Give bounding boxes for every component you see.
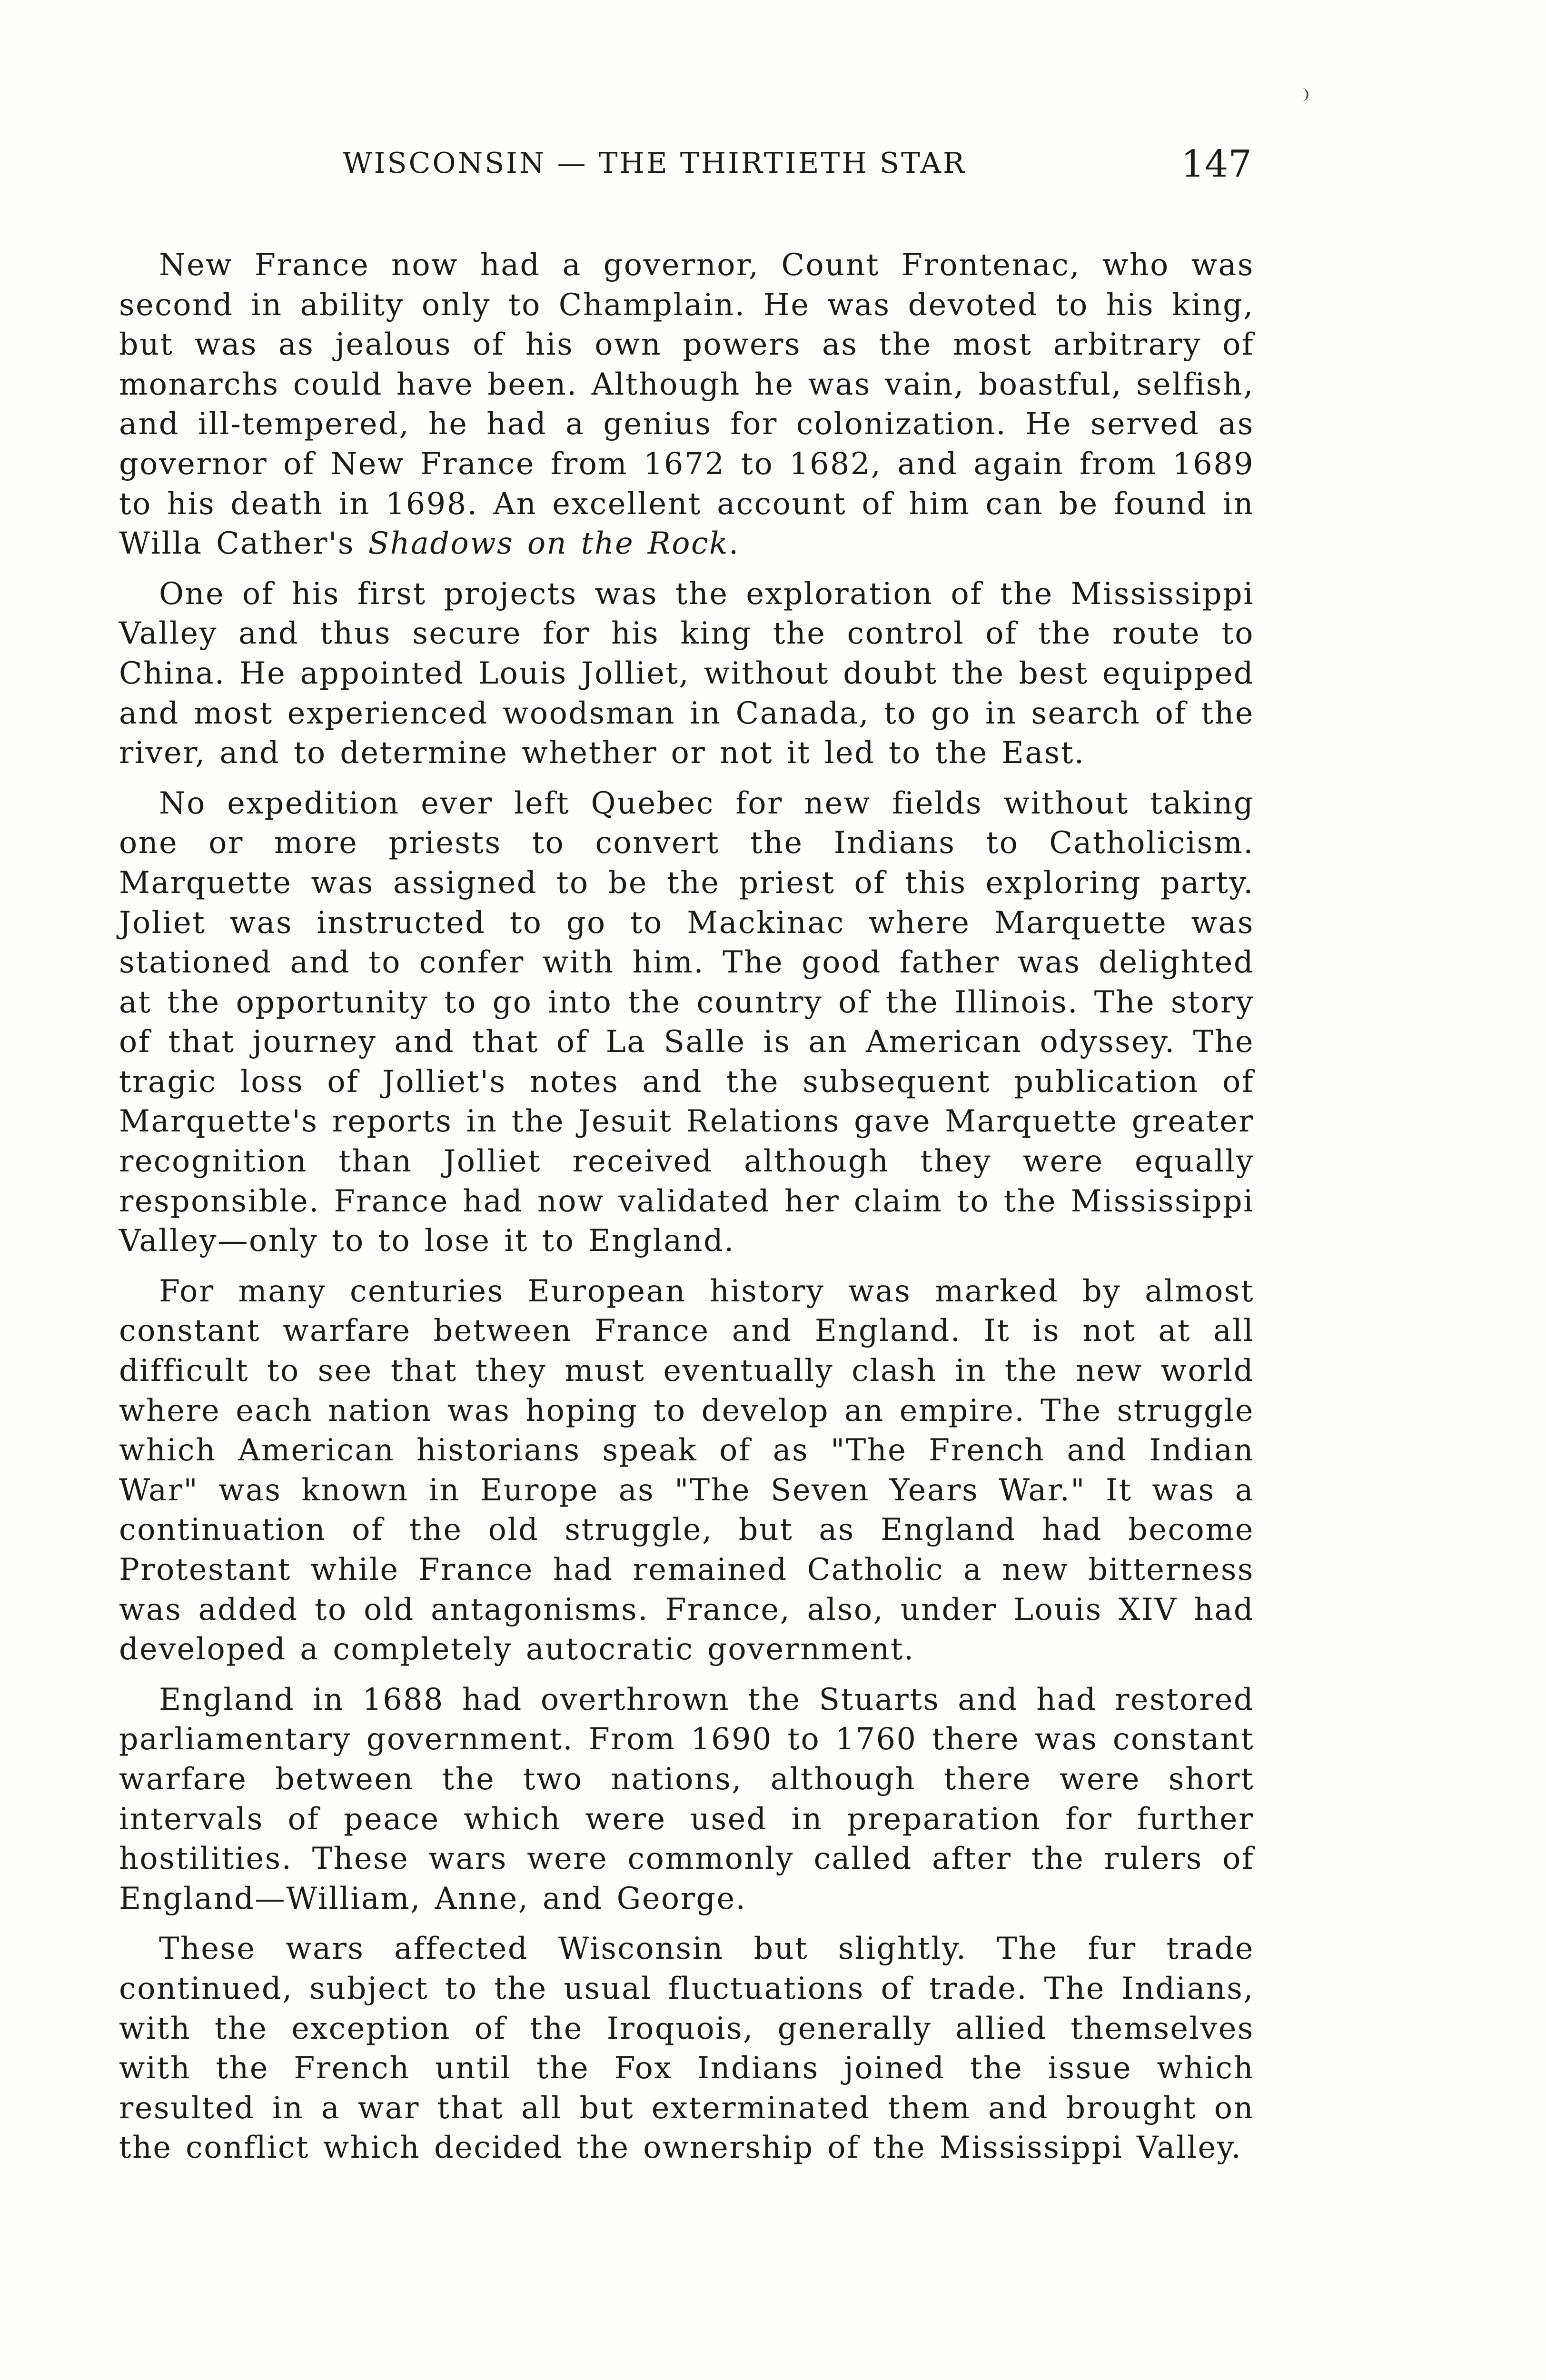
page-number: 147	[1181, 143, 1252, 186]
paragraph-text-end: .	[729, 526, 740, 561]
paragraph-england: England in 1688 had overthrown the Stuarts and had restored parliamentary government. From 1690 to 1760 there was constant warfare between the two nations, although there were short intervals of peace which were used in preparation for further hostilities. These wars were commonly called after the rulers of England—William, Anne, and George.	[119, 1681, 1254, 1916]
running-head	[119, 143, 1252, 194]
book-title-italic: Shadows on the Rock	[368, 526, 729, 561]
paragraph-wisconsin: These wars affected Wisconsin but slightly. The fur trade continued, subject to the usual fluctuations of trade. The Indians, with the exception of the Iroquois, generally allied themselves with the French until the Fox Indians joined the issue which resulted in a war that all but exterminated them and brought on the conflict which decided the ownership of the Mississippi Valley.	[119, 1931, 1254, 2165]
paragraph-exploration: One of his first projects was the exploration of the Mississippi Valley and thus secure for his king the control of the route to China. He appointed Louis Jolliet, without doubt the best equipped and most experienced woodsman in Canada, to go in search of the river, and to determine whether or not it led to the East.	[119, 575, 1254, 771]
body-text	[119, 245, 1254, 2178]
paragraph-warfare: For many centuries European history was marked by almost constant warfare between France and England. It is not at all difficult to see that they must eventually clash in the new world where each nation was hoping to develop an empire. The struggle which American historians speak of as "The French and Indian War" was known in Europe as "The Seven Years War." It was a continuation of the old struggle, but as England had become Protestant while France had remained Catholic a new bitterness was added to old antagonisms. France, also, under Louis XIV had developed a completely autocratic government.	[119, 1273, 1254, 1667]
paragraph-text: New France now had a governor, Count Frontenac, who was second in ability only to Champlain. He was devoted to his king, but was as jealous of his own powers as the most arbitrary of monarchs could have been. Although he was vain, boastful, selfish, and ill-tempered, he had a genius for colonization. He served as governor of New France from 1672 to 1682, and again from 1689 to his death in 1698. An excellent account of him can be found in Willa Cather's	[119, 247, 1254, 561]
stray-ink-mark	[1302, 88, 1308, 101]
paragraph-marquette: No expedition ever left Quebec for new fields without taking one or more priests to convert the Indians to Catholicism. Marquette was assigned to be the priest of this exploring party. Joliet was instructed to go to Mackinac where Marquette was stationed and to confer with him. The good father was delighted at the opportunity to go into the country of the Illinois. The story of that journey and that of La Salle is an American odyssey. The tragic loss of Jolliet's notes and the subsequent publication of Marquette's reports in the Jesuit Relations gave Marquette greater recognition than Jolliet received although they were equally responsible. France had now validated her claim to the Mississippi Valley—only to to lose it to England.	[119, 785, 1254, 1259]
paragraph-frontenac	[119, 245, 1254, 564]
running-title: WISCONSIN — THE THIRTIETH STAR	[343, 147, 967, 180]
